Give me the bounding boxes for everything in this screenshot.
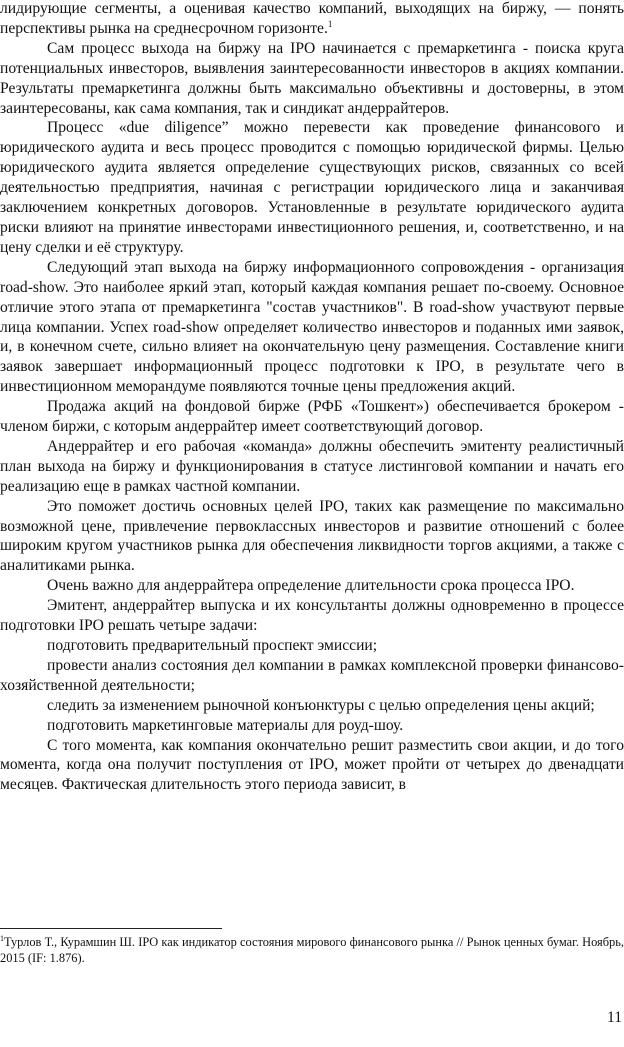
footnote-separator	[0, 928, 222, 929]
paragraph-3: Процесс «due diligence” можно перевести как проведение финансового и юридического аудита и весь процесс проводится с помощью юридической фирмы. Целью юридического аудита является определение существующих рисков, связанных со всей деятельностью предприятия, начиная с регистрации юридического лица и заканчивая заключением конкретных договоров. Установленные в результате юридического аудита риски влияют на принятие инвесторами инвестиционного решения, и, соответственно, и на цену сделки и её структуру.	[0, 119, 624, 256]
paragraph-6: Андеррайтер и его рабочая «команда» должны обеспечить эмитенту реалистичный план выхода на биржу и функционирования в статусе листинговой компании и начать его реализацию еще в рамках частной компании.	[0, 437, 624, 495]
list-item-2: провести анализ состояния дел компании в рамках комплексной проверки финансово-хозяйственной деятельности;	[0, 656, 624, 694]
footnote-reference[interactable]: 1	[327, 18, 333, 29]
paragraph-8: Очень важно для андеррайтера определение длительности срока процесса IPO.	[47, 577, 575, 595]
paragraph-9: Эмитент, андеррайтер выпуска и их консультанты должны одновременно в процессе подготовки IPO решать четыре задачи:	[0, 597, 624, 635]
paragraph-5: Продажа акций на фондовой бирже (РФБ «Тошкент») обеспечивается брокером - членом биржи, с которым андеррайтер имеет соответствующий договор.	[0, 398, 624, 436]
paragraph-4: Следующий этап выхода на биржу информационного сопровождения - организация road-show. Это наиболее яркий этап, который каждая компания решает по-своему. Основное отличие этого этапа от премаркетинга "состав участников". В road-show участвуют первые лица компании. Успех road-show определяет количество инвесторов и поданных ими заявок, и, в конечном счете, сильно влияет на окончательную цену размещения. Составление книги заявок завершает информационный процесс подготовки к IPO, в результате чего в инвестиционном меморандуме появляются точные цены предложения акций.	[0, 258, 624, 396]
paragraph-7: Это поможет достичь основных целей IPO, таких как размещение по максимально возможной цене, привлечение первоклассных инвесторов и развитие отношений с более широким кругом участников рынка для обеспечения ликвидности торгов акциями, а также с аналитиками рынка.	[0, 497, 624, 575]
list-item-3: следить за изменением рыночной конъюнктуры с целью определения цены акций;	[47, 696, 595, 714]
list-item-4: подготовить маркетинговые материалы для роуд-шоу.	[47, 716, 404, 734]
footnote	[0, 935, 624, 966]
footnote-number: 1	[0, 934, 4, 943]
paragraph-10: С того момента, как компания окончательно решит разместить свои акции, и до того момента, когда она получит поступления от IPO, может пройти от четырех до двенадцати месяцев. Фактическая длительность этого периода зависит, в	[0, 736, 624, 794]
footnote-text: Турлов Т., Курамшин Ш. IPO как индикатор состояния мирового финансового рынка // Рынок ценных бумаг. Ноябрь, 2015 (IF: 1.876).	[0, 935, 624, 965]
paragraph-2: Сам процесс выхода на биржу на IPO начинается с премаркетинга - поиска круга потенциальных инвесторов, выявления заинтересованности инвесторов в акциях компании. Результаты премаркетинга должны быть максимально объективны и достоверны, в этом заинтересованы, как сама компания, так и синдикат андеррайтеров.	[0, 39, 624, 117]
list-item-1: подготовить предварительный проспект эмиссии;	[47, 637, 378, 654]
page-number: 11	[606, 1009, 622, 1026]
paragraph-1: лидирующие сегменты, а оценивая качество компаний, выходящих на биржу, — понять перспективы рынка на среднесрочном горизонте.$^1$	[0, 0, 624, 37]
